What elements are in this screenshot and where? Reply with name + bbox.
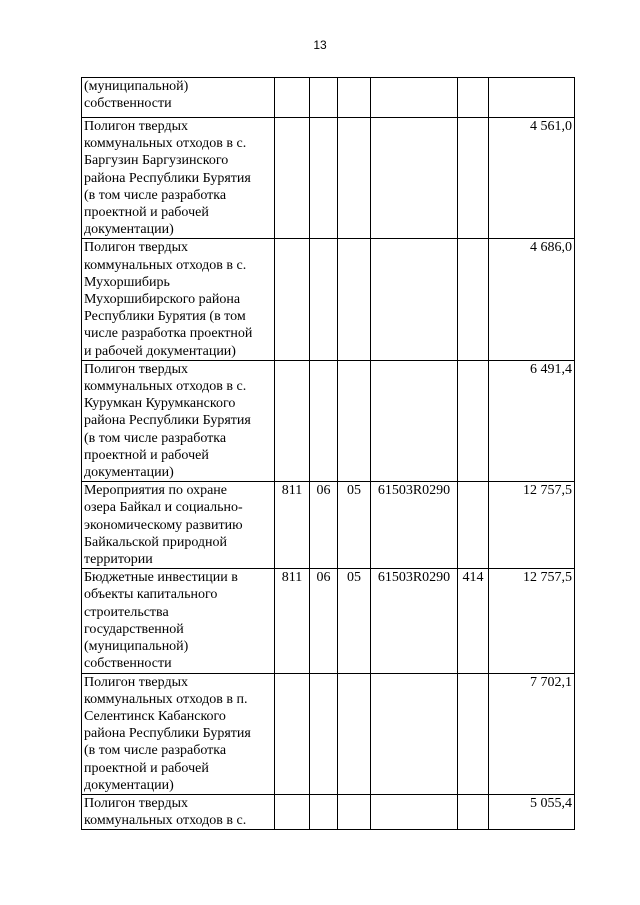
expense-type-cell [458, 118, 489, 239]
table-row [82, 673, 575, 794]
amount-cell-text: 7 702,1 [530, 674, 572, 690]
ministry-code-cell [275, 239, 310, 360]
subsection-code-cell [338, 482, 371, 569]
section-code-cell-text: 06 [316, 570, 331, 586]
row-name-cell-text: Полигон твердых коммунальных отходов в п. Селентинск Кабанского района Республики Бурятия (в том числе разработка проектной и рабочей документации) [84, 674, 251, 793]
row-name-cell [82, 118, 275, 239]
amount-cell [489, 673, 575, 794]
section-code-cell [310, 360, 338, 481]
target-article-cell [371, 794, 458, 829]
row-name-cell [82, 360, 275, 481]
ministry-code-cell [275, 118, 310, 239]
amount-cell [489, 360, 575, 481]
subsection-code-cell-text: 05 [347, 483, 361, 499]
amount-cell-text: 12 757,5 [523, 570, 572, 586]
target-article-cell [371, 239, 458, 360]
row-name-cell [82, 78, 275, 118]
amount-cell [489, 569, 575, 673]
target-article-cell [371, 569, 458, 673]
expense-type-cell [458, 482, 489, 569]
expense-type-cell [458, 794, 489, 829]
expense-type-cell [458, 239, 489, 360]
amount-cell [489, 118, 575, 239]
row-name-cell [82, 673, 275, 794]
amount-cell-text: 4 686,0 [530, 240, 572, 256]
row-name-cell-text: Полигон твердых коммунальных отходов в с. Курумкан Курумканского района Республики Бурятия (в том числе разработка проектной и рабочей документации) [84, 361, 251, 481]
table-body [82, 78, 575, 830]
amount-cell-text: 12 757,5 [523, 483, 572, 499]
subsection-code-cell [338, 569, 371, 673]
expense-type-cell-text: 414 [462, 570, 484, 586]
subsection-code-cell [338, 360, 371, 481]
row-name-cell [82, 239, 275, 360]
subsection-code-cell-text: 05 [347, 570, 361, 586]
section-code-cell [310, 239, 338, 360]
expense-type-cell [458, 78, 489, 118]
section-code-cell [310, 569, 338, 673]
table-row [82, 569, 575, 673]
amount-cell [489, 482, 575, 569]
amount-cell-text: 5 055,4 [530, 795, 572, 811]
subsection-code-cell [338, 118, 371, 239]
subsection-code-cell [338, 794, 371, 829]
expense-type-cell [458, 569, 489, 673]
expense-type-cell [458, 360, 489, 481]
amount-cell [489, 239, 575, 360]
amount-cell [489, 78, 575, 118]
target-article-cell [371, 360, 458, 481]
amount-cell-text: 6 491,4 [530, 361, 572, 377]
target-article-cell-text: 61503R0290 [377, 483, 451, 499]
table-row [82, 482, 575, 569]
section-code-cell [310, 673, 338, 794]
row-name-cell-text: Полигон твердых коммунальных отходов в с. [84, 795, 247, 829]
ministry-code-cell [275, 794, 310, 829]
section-code-cell [310, 794, 338, 829]
table-row [82, 794, 575, 829]
table-row [82, 360, 575, 481]
section-code-cell-text: 06 [316, 483, 331, 499]
table-row [82, 78, 575, 118]
amount-cell-text: 4 561,0 [530, 119, 572, 134]
row-name-cell-text: Мероприятия по охране озера Байкал и социально- экономическому развитию Байкальской природной территории [84, 483, 243, 568]
row-name-cell [82, 794, 275, 829]
target-article-cell [371, 78, 458, 118]
row-name-cell-text: Полигон твердых коммунальных отходов в с. Мухоршибирь Мухоршибирского района Республики Бурятия (в том числе разработка проектной и рабочей документации) [84, 240, 253, 359]
table-row [82, 239, 575, 360]
expense-type-cell [458, 673, 489, 794]
row-name-cell-text: Полигон твердых коммунальных отходов в с. Баргузин Баргузинского района Республики Бурятия (в том числе разработка проектной и рабочей документации) [84, 119, 251, 238]
row-name-cell-text: Бюджетные инвестиции в объекты капитального строительства государственной (муниципальной) собственности [84, 570, 238, 672]
ministry-code-cell-text: 811 [281, 570, 303, 586]
budget-table [81, 77, 575, 830]
page-number: 13 [313, 38, 327, 52]
target-article-cell [371, 118, 458, 239]
ministry-code-cell [275, 482, 310, 569]
section-code-cell [310, 118, 338, 239]
target-article-cell [371, 482, 458, 569]
target-article-cell-text: 61503R0290 [377, 570, 451, 586]
subsection-code-cell [338, 78, 371, 118]
ministry-code-cell-text: 811 [281, 483, 303, 499]
row-name-cell [82, 482, 275, 569]
table-row [82, 118, 575, 239]
ministry-code-cell [275, 569, 310, 673]
ministry-code-cell [275, 673, 310, 794]
amount-cell [489, 794, 575, 829]
subsection-code-cell [338, 239, 371, 360]
row-name-cell-text: (муниципальной) собственности [84, 79, 189, 112]
target-article-cell [371, 673, 458, 794]
section-code-cell [310, 482, 338, 569]
subsection-code-cell [338, 673, 371, 794]
ministry-code-cell [275, 78, 310, 118]
section-code-cell [310, 78, 338, 118]
ministry-code-cell [275, 360, 310, 481]
row-name-cell [82, 569, 275, 673]
